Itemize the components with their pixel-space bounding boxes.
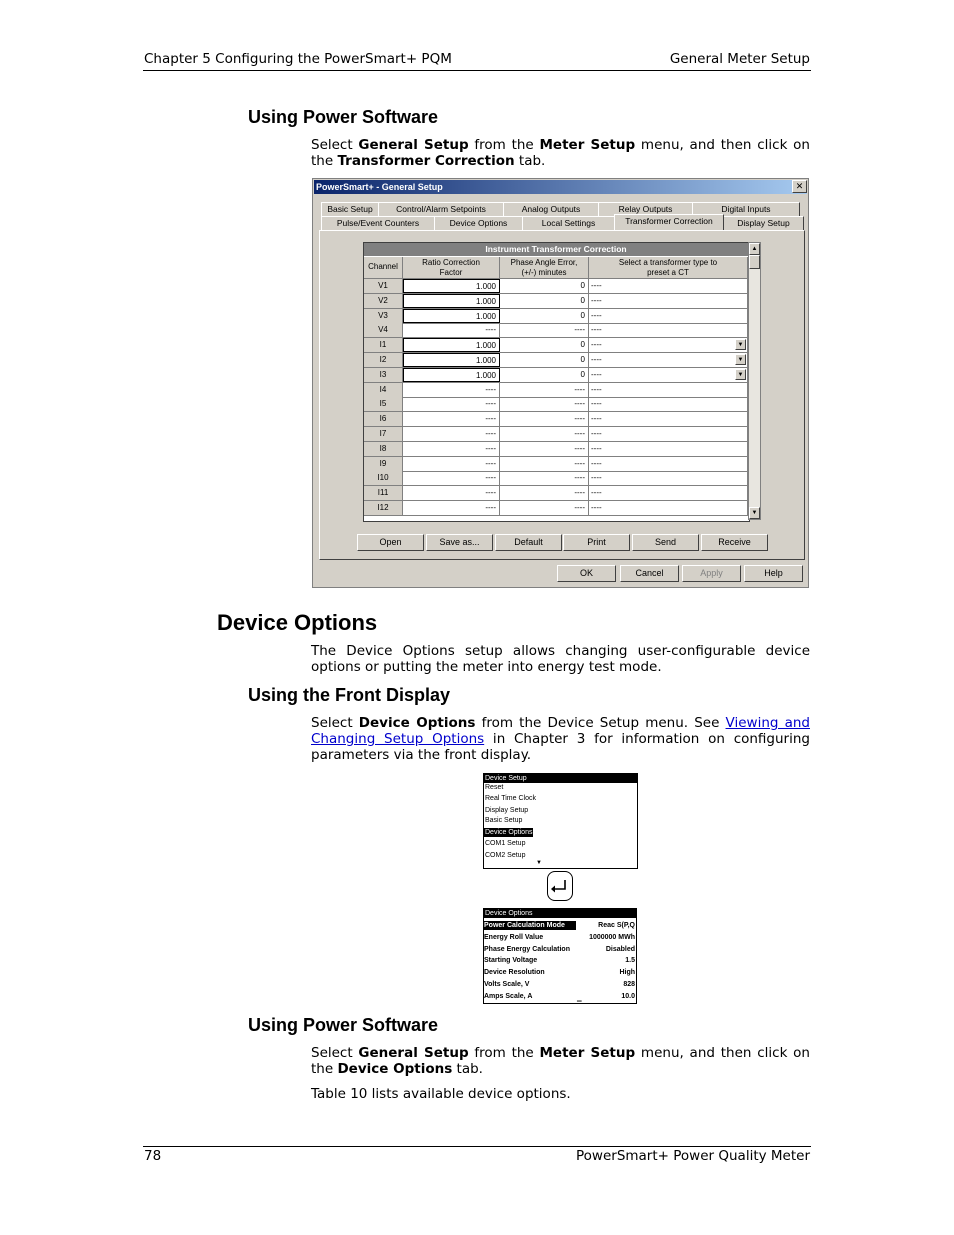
- cancel-button[interactable]: Cancel: [620, 565, 679, 582]
- paragraph-device-options-tab: Select General Setup from the Meter Setup menu, and then click on the Device Options tab.: [311, 1045, 810, 1077]
- lcd-menu-item: Reset: [485, 784, 504, 791]
- ratio-cell[interactable]: ----: [403, 486, 500, 500]
- table-row: [364, 397, 748, 412]
- tab-basic-setup[interactable]: Basic Setup: [321, 202, 379, 216]
- paragraph-general-setup: Select General Setup from the Meter Setup menu, and then click on the Transformer Correction tab.: [311, 137, 810, 169]
- type-cell[interactable]: ----: [589, 486, 748, 500]
- close-icon[interactable]: ✕: [792, 180, 807, 193]
- print-button[interactable]: Print: [563, 534, 630, 551]
- lcd-option-label: Power Calculation Mode: [484, 921, 576, 930]
- paragraph-device-options: The Device Options setup allows changing user-configurable device options or putting the meter into energy test mode.: [311, 643, 810, 675]
- phase-cell[interactable]: ----: [500, 442, 589, 456]
- tab-local-settings[interactable]: Local Settings: [522, 216, 615, 230]
- lcd-option-label: Volts Scale, V: [484, 981, 530, 988]
- lcd2-scroll-marker: ▁: [577, 996, 582, 1002]
- ratio-cell[interactable]: ----: [403, 323, 500, 337]
- type-cell[interactable]: ---- ▼: [589, 338, 748, 352]
- footer-title: PowerSmart+ Power Quality Meter: [576, 1148, 810, 1164]
- channel-cell: I5: [364, 397, 403, 411]
- channel-cell: V3: [364, 309, 403, 323]
- channel-cell: I12: [364, 501, 403, 515]
- type-cell[interactable]: ----: [589, 279, 748, 293]
- phase-cell[interactable]: ----: [500, 383, 589, 397]
- dialog-title: PowerSmart+ - General Setup: [314, 180, 807, 194]
- dropdown-arrow-icon[interactable]: ▼: [735, 339, 746, 350]
- type-cell[interactable]: ----: [589, 309, 748, 323]
- lcd-option-value: Disabled: [605, 945, 635, 953]
- type-cell[interactable]: ----: [589, 471, 748, 485]
- paragraph-table-reference: Table 10 lists available device options.: [311, 1086, 571, 1102]
- ratio-cell[interactable]: ----: [403, 427, 500, 441]
- open-button[interactable]: Open: [357, 534, 424, 551]
- lcd2-title: Device Options: [484, 909, 637, 918]
- channel-cell: I11: [364, 486, 403, 500]
- ratio-cell[interactable]: 1.000: [403, 279, 500, 293]
- table-row: [364, 471, 748, 486]
- ratio-cell[interactable]: 1.000: [403, 338, 500, 352]
- table-row: [364, 383, 748, 398]
- phase-cell[interactable]: ----: [500, 427, 589, 441]
- lcd-option-label: Energy Roll Value: [484, 933, 544, 941]
- ratio-cell[interactable]: ----: [403, 383, 500, 397]
- running-header-left: Chapter 5 Configuring the PowerSmart+ PQM: [144, 51, 452, 67]
- ratio-cell[interactable]: ----: [403, 412, 500, 426]
- table-row: [364, 501, 748, 516]
- transformer-correction-grid: [363, 242, 750, 522]
- dropdown-arrow-icon[interactable]: ▼: [735, 369, 746, 380]
- heading-device-options: Device Options: [217, 610, 378, 635]
- table-row: [364, 412, 748, 427]
- lcd-menu-item: Device Options: [485, 829, 533, 836]
- channel-cell: I2: [364, 353, 403, 367]
- phase-cell[interactable]: ----: [500, 323, 589, 337]
- lcd-option-label: Amps Scale, A: [484, 992, 533, 1000]
- type-cell[interactable]: ----: [589, 383, 748, 397]
- grid-scrollbar[interactable]: [748, 242, 761, 520]
- phase-cell[interactable]: 0: [500, 279, 589, 293]
- tab-analog-outputs[interactable]: Analog Outputs: [503, 202, 599, 216]
- receive-button[interactable]: Receive: [701, 534, 768, 551]
- table-row: [364, 309, 748, 324]
- phase-cell[interactable]: 0: [500, 309, 589, 323]
- heading-using-power-software-2: Using Power Software: [248, 1015, 439, 1035]
- ratio-cell[interactable]: ----: [403, 457, 500, 471]
- column-header-phase: Phase Angle Error, (+/-) minutes: [500, 257, 589, 279]
- lcd-up-arrow-icon: ▲: [536, 779, 542, 785]
- tab-pulse-event-counters[interactable]: Pulse/Event Counters: [321, 216, 435, 230]
- channel-cell: I6: [364, 412, 403, 426]
- tab-relay-outputs[interactable]: Relay Outputs: [598, 202, 693, 216]
- lcd-device-options-screen: [483, 908, 637, 1004]
- tab-control-alarm-setpoints[interactable]: Control/Alarm Setpoints: [378, 202, 504, 216]
- tab-display-setup[interactable]: Display Setup: [723, 216, 804, 230]
- lcd-option-value: Reac S(P,Q: [598, 922, 635, 929]
- send-button[interactable]: Send: [632, 534, 699, 551]
- lcd-option-value: 828: [623, 981, 635, 988]
- channel-cell: V1: [364, 279, 403, 293]
- table-row: [364, 368, 748, 383]
- phase-cell[interactable]: 0: [500, 294, 589, 308]
- ratio-cell[interactable]: ----: [403, 442, 500, 456]
- lcd-option-value: 10.0: [621, 992, 635, 1000]
- phase-cell[interactable]: ----: [500, 412, 589, 426]
- help-button[interactable]: Help: [744, 565, 803, 582]
- type-cell[interactable]: ---- ▼: [589, 353, 748, 367]
- tab-device-options[interactable]: Device Options: [434, 216, 523, 230]
- table-row: [364, 323, 748, 338]
- lcd-option-label: Starting Voltage: [484, 957, 538, 965]
- column-header-channel: Channel: [364, 257, 403, 279]
- table-row: [364, 353, 748, 368]
- channel-cell: I10: [364, 471, 403, 485]
- channel-cell: I3: [364, 368, 403, 382]
- default-button[interactable]: Default: [495, 534, 562, 551]
- lcd-menu-item: COM2 Setup: [485, 852, 526, 859]
- page-number: 78: [144, 1148, 162, 1164]
- heading-using-front-display: Using the Front Display: [248, 685, 451, 705]
- phase-cell[interactable]: 0: [500, 338, 589, 352]
- enter-arrow-icon: [548, 872, 572, 900]
- running-header-right: General Meter Setup: [669, 51, 810, 67]
- header-rule: [143, 70, 811, 71]
- column-header-ratio: Ratio Correction Factor: [403, 257, 500, 279]
- type-cell[interactable]: ----: [589, 457, 748, 471]
- table-row: [364, 338, 748, 353]
- phase-cell[interactable]: 0: [500, 368, 589, 382]
- paragraph-front-display: Select Device Options from the Device Setup menu. See Viewing and Changing Setup Options in Chapter 3 for information on configuring parameters via the front display.: [311, 715, 810, 763]
- phase-cell[interactable]: ----: [500, 471, 589, 485]
- lcd-option-value: 1000000 MWh: [589, 933, 635, 941]
- ratio-cell[interactable]: 1.000: [403, 294, 500, 308]
- phase-cell[interactable]: ----: [500, 486, 589, 500]
- ratio-cell[interactable]: ----: [403, 501, 500, 515]
- type-cell[interactable]: ----: [589, 294, 748, 308]
- lcd-title: Device Setup: [484, 774, 638, 783]
- ratio-cell[interactable]: 1.000: [403, 309, 500, 323]
- save-as-button[interactable]: Save as...: [426, 534, 493, 551]
- phase-cell[interactable]: ----: [500, 457, 589, 471]
- lcd-option-value: High: [619, 969, 635, 977]
- lcd-option-label: Phase Energy Calculation: [484, 945, 570, 953]
- tab-transformer-correction[interactable]: Transformer Correction: [614, 214, 724, 230]
- lcd-option-label: Device Resolution: [484, 969, 545, 977]
- lcd-menu-item: Basic Setup: [485, 817, 523, 824]
- channel-cell: I8: [364, 442, 403, 456]
- ratio-cell[interactable]: ----: [403, 471, 500, 485]
- type-cell[interactable]: ---- ▼: [589, 368, 748, 382]
- link-viewing-and-changing-setup-options[interactable]: Viewing and Changing Setup Options: [311, 715, 810, 747]
- apply-button[interactable]: Apply: [682, 565, 741, 582]
- column-header-type: Select a transformer type to preset a CT: [589, 257, 748, 279]
- lcd-menu-item: Real Time Clock: [485, 795, 536, 802]
- ratio-cell[interactable]: ----: [403, 397, 500, 411]
- heading-using-power-software: Using Power Software: [248, 107, 439, 127]
- table-row: [364, 279, 748, 294]
- type-cell[interactable]: ----: [589, 427, 748, 441]
- channel-cell: V4: [364, 323, 403, 337]
- channel-cell: I7: [364, 427, 403, 441]
- type-cell[interactable]: ----: [589, 501, 748, 515]
- type-cell[interactable]: ----: [589, 412, 748, 426]
- scroll-thumb[interactable]: [749, 255, 760, 269]
- phase-cell[interactable]: ----: [500, 501, 589, 515]
- table-row: [364, 486, 748, 501]
- ratio-cell[interactable]: 1.000: [403, 353, 500, 367]
- scroll-up-icon[interactable]: ▲: [749, 243, 760, 255]
- channel-cell: I4: [364, 383, 403, 397]
- lcd-device-setup-menu: [483, 773, 638, 869]
- footer-rule: [143, 1146, 811, 1147]
- table-row: [364, 442, 748, 457]
- type-cell[interactable]: ----: [589, 442, 748, 456]
- lcd-menu-item: Display Setup: [485, 807, 529, 814]
- lcd-menu-item: COM1 Setup: [485, 840, 526, 847]
- channel-cell: I9: [364, 457, 403, 471]
- table-row: [364, 427, 748, 442]
- grid-title: Instrument Transformer Correction: [364, 243, 748, 256]
- lcd-down-arrow-icon: ▼: [536, 860, 542, 866]
- dropdown-arrow-icon[interactable]: ▼: [735, 354, 746, 365]
- general-setup-dialog: [312, 178, 809, 588]
- channel-cell: V2: [364, 294, 403, 308]
- enter-key[interactable]: [547, 871, 573, 901]
- ok-button[interactable]: OK: [557, 565, 616, 582]
- channel-cell: I1: [364, 338, 403, 352]
- table-row: [364, 457, 748, 472]
- lcd2-up-arrow-icon: ▲: [559, 914, 565, 920]
- lcd-option-value: 1.5: [625, 957, 635, 965]
- phase-cell[interactable]: ----: [500, 397, 589, 411]
- table-row: [364, 294, 748, 309]
- scroll-down-icon[interactable]: ▼: [749, 507, 760, 519]
- phase-cell[interactable]: 0: [500, 353, 589, 367]
- tab-digital-inputs[interactable]: Digital Inputs: [692, 202, 800, 216]
- type-cell[interactable]: ----: [589, 397, 748, 411]
- ratio-cell[interactable]: 1.000: [403, 368, 500, 382]
- type-cell[interactable]: ----: [589, 323, 748, 337]
